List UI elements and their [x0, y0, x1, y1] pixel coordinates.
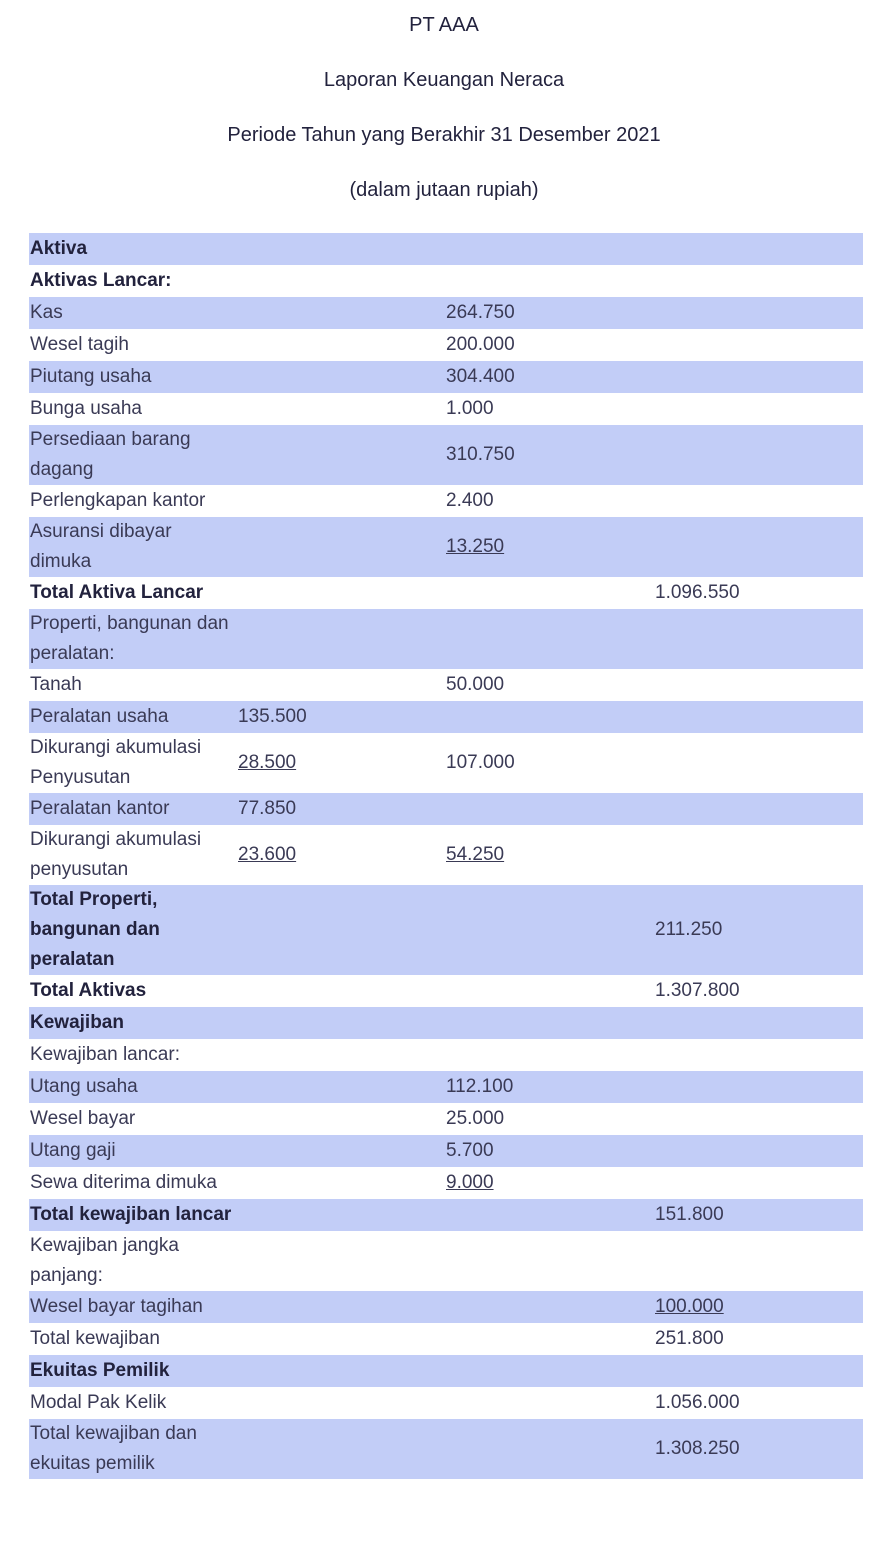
row-label: Asuransi dibayar dimuka [29, 517, 237, 577]
row-col2 [237, 1355, 445, 1387]
row-label: Wesel tagih [30, 334, 129, 355]
row-col3 [445, 1355, 654, 1387]
row-col4 [654, 669, 863, 701]
row-label: Kewajiban [29, 1007, 237, 1039]
row-col3: 50.000 [446, 674, 505, 695]
table-row [29, 297, 863, 329]
row-col2 [237, 265, 445, 297]
row-label: Dikurangi akumulasi Penyusutan [30, 737, 202, 788]
total-row [29, 975, 863, 1007]
row-col4: 1.056.000 [655, 1392, 740, 1413]
section-ekuitas [29, 1355, 863, 1387]
row-col3 [445, 233, 654, 265]
row-col3: 200.000 [446, 334, 515, 355]
table-row [29, 701, 863, 733]
row-col3: 310.750 [445, 425, 654, 485]
row-label: Aktiva [29, 233, 237, 265]
table-row [29, 1103, 863, 1135]
row-label: Sewa diterima dimuka [30, 1172, 217, 1193]
total-row [29, 1199, 863, 1231]
row-col2 [237, 1135, 445, 1167]
table-row [29, 329, 863, 361]
row-col3 [445, 1007, 654, 1039]
row-col3 [445, 577, 654, 609]
underlined-value: 28.500 [238, 752, 297, 773]
row-label: Wesel bayar [30, 1108, 136, 1129]
row-label: Persediaan barang dagang [29, 425, 237, 485]
row-col3: 107.000 [446, 752, 515, 773]
row-col4 [654, 1103, 863, 1135]
balance-sheet-table [29, 233, 863, 1479]
row-col4 [654, 233, 863, 265]
table-row [29, 793, 863, 825]
row-col4 [654, 1039, 863, 1071]
section-kewajiban [29, 1007, 863, 1039]
row-col2 [237, 485, 445, 517]
table-row [29, 733, 863, 793]
row-col2 [237, 393, 445, 425]
row-label: Kewajiban lancar: [30, 1044, 180, 1065]
row-col4 [654, 393, 863, 425]
row-col4: 1.308.250 [654, 1419, 863, 1479]
row-col2 [237, 1167, 445, 1199]
total-row [29, 577, 863, 609]
row-col4: 211.250 [654, 885, 863, 975]
underlined-value: 100.000 [655, 1296, 724, 1317]
row-label: Kewajiban jangka panjang: [30, 1235, 179, 1286]
table-row [29, 669, 863, 701]
row-col2 [237, 233, 445, 265]
row-col4: 251.800 [655, 1328, 724, 1349]
row-label: Utang usaha [29, 1071, 237, 1103]
row-col2 [237, 1199, 445, 1231]
row-col4 [654, 1167, 863, 1199]
row-col2 [237, 1071, 445, 1103]
row-col4 [654, 825, 863, 885]
row-col2: 135.500 [237, 701, 445, 733]
underlined-value: 54.250 [446, 844, 505, 865]
row-label: Peralatan usaha [29, 701, 237, 733]
row-col2 [237, 1039, 445, 1071]
row-col4 [654, 1291, 863, 1323]
row-col3: 25.000 [446, 1108, 505, 1129]
row-col4 [654, 517, 863, 577]
row-col4 [654, 485, 863, 517]
table-row [29, 393, 863, 425]
table-row [29, 609, 863, 669]
underlined-value: 23.600 [238, 844, 297, 865]
row-label: Total kewajiban [30, 1328, 160, 1349]
row-col3: 304.400 [445, 361, 654, 393]
row-col2 [237, 1291, 445, 1323]
row-col4 [654, 329, 863, 361]
row-label: Total kewajiban dan ekuitas pemilik [29, 1419, 237, 1479]
row-col4: 1.096.550 [655, 582, 740, 603]
row-col3: 112.100 [445, 1071, 654, 1103]
table-row [29, 1135, 863, 1167]
row-col3 [445, 701, 654, 733]
row-col4 [654, 1135, 863, 1167]
row-col2 [237, 361, 445, 393]
table-row [29, 1231, 863, 1291]
row-label: Perlengkapan kantor [30, 490, 206, 511]
row-col3 [445, 1387, 654, 1419]
row-col2 [237, 609, 445, 669]
underlined-value: 13.250 [446, 536, 505, 557]
row-col4 [654, 1231, 863, 1291]
row-col3 [445, 885, 654, 975]
row-col4: 1.307.800 [655, 980, 740, 1001]
row-col3: 264.750 [445, 297, 654, 329]
row-col2 [237, 329, 445, 361]
row-col3: 1.000 [446, 398, 494, 419]
table-row [29, 1419, 863, 1479]
row-col3 [445, 1419, 654, 1479]
row-col3 [445, 1199, 654, 1231]
row-col2 [237, 1419, 445, 1479]
table-row [29, 1323, 863, 1355]
row-col4: 151.800 [654, 1199, 863, 1231]
table-row [29, 825, 863, 885]
row-col4 [654, 361, 863, 393]
table-row [29, 485, 863, 517]
row-col3 [445, 825, 654, 885]
row-col4 [654, 701, 863, 733]
section-aktiva [29, 233, 863, 265]
row-label: Peralatan kantor [29, 793, 237, 825]
row-col2 [237, 885, 445, 975]
row-label: Properti, bangunan dan peralatan: [29, 609, 237, 669]
row-col2: 77.850 [237, 793, 445, 825]
row-col3 [445, 265, 654, 297]
row-col3 [445, 975, 654, 1007]
table-row [29, 517, 863, 577]
section-aktiva-lancar [29, 265, 863, 297]
report-title: Laporan Keuangan Neraca [323, 69, 565, 91]
row-col4 [654, 265, 863, 297]
row-col3 [445, 517, 654, 577]
row-col2 [237, 1007, 445, 1039]
row-col2 [237, 1387, 445, 1419]
row-col3: 2.400 [446, 490, 494, 511]
row-label: Modal Pak Kelik [30, 1392, 167, 1413]
row-label: Dikurangi akumulasi penyusutan [30, 829, 202, 880]
row-col2 [237, 669, 445, 701]
row-col2 [237, 1103, 445, 1135]
table-row [29, 1387, 863, 1419]
table-row [29, 1039, 863, 1071]
row-label: Wesel bayar tagihan [29, 1291, 237, 1323]
underlined-value: 9.000 [446, 1172, 494, 1193]
row-label: Aktivas Lancar: [30, 270, 172, 291]
row-col2 [237, 1323, 445, 1355]
row-col2 [237, 577, 445, 609]
row-col4 [654, 1071, 863, 1103]
row-label: Total Properti, bangunan dan peralatan [29, 885, 237, 975]
row-col2 [237, 733, 445, 793]
row-col3 [445, 1231, 654, 1291]
row-label: Piutang usaha [29, 361, 237, 393]
row-col3: 5.700 [445, 1135, 654, 1167]
row-col2 [237, 1231, 445, 1291]
table-row [29, 361, 863, 393]
report-unit: (dalam jutaan rupiah) [349, 179, 539, 201]
row-label: Ekuitas Pemilik [29, 1355, 237, 1387]
row-label: Bunga usaha [30, 398, 142, 419]
row-label: Kas [29, 297, 237, 329]
row-label: Total kewajiban lancar [29, 1199, 237, 1231]
total-row [29, 885, 863, 975]
row-col4 [654, 793, 863, 825]
row-col4 [654, 425, 863, 485]
table-row [29, 425, 863, 485]
row-col3 [445, 1291, 654, 1323]
row-col4 [654, 609, 863, 669]
row-col2 [237, 425, 445, 485]
row-col4 [654, 297, 863, 329]
row-col2 [237, 517, 445, 577]
row-col4 [654, 733, 863, 793]
table-row [29, 1291, 863, 1323]
row-col4 [654, 1007, 863, 1039]
row-col2 [237, 825, 445, 885]
company-name: PT AAA [409, 14, 479, 36]
row-label: Tanah [30, 674, 82, 695]
row-col3 [445, 793, 654, 825]
row-col2 [237, 975, 445, 1007]
table-row [29, 1167, 863, 1199]
row-label: Total Aktivas [30, 980, 147, 1001]
row-col2 [237, 297, 445, 329]
row-label: Total Aktiva Lancar [30, 582, 204, 603]
row-col3 [445, 1039, 654, 1071]
row-col3 [445, 609, 654, 669]
report-period: Periode Tahun yang Berakhir 31 Desember 2021 [227, 124, 661, 146]
row-col4 [654, 1355, 863, 1387]
row-col3 [445, 1167, 654, 1199]
table-row [29, 1071, 863, 1103]
row-label: Utang gaji [29, 1135, 237, 1167]
row-col3 [445, 1323, 654, 1355]
